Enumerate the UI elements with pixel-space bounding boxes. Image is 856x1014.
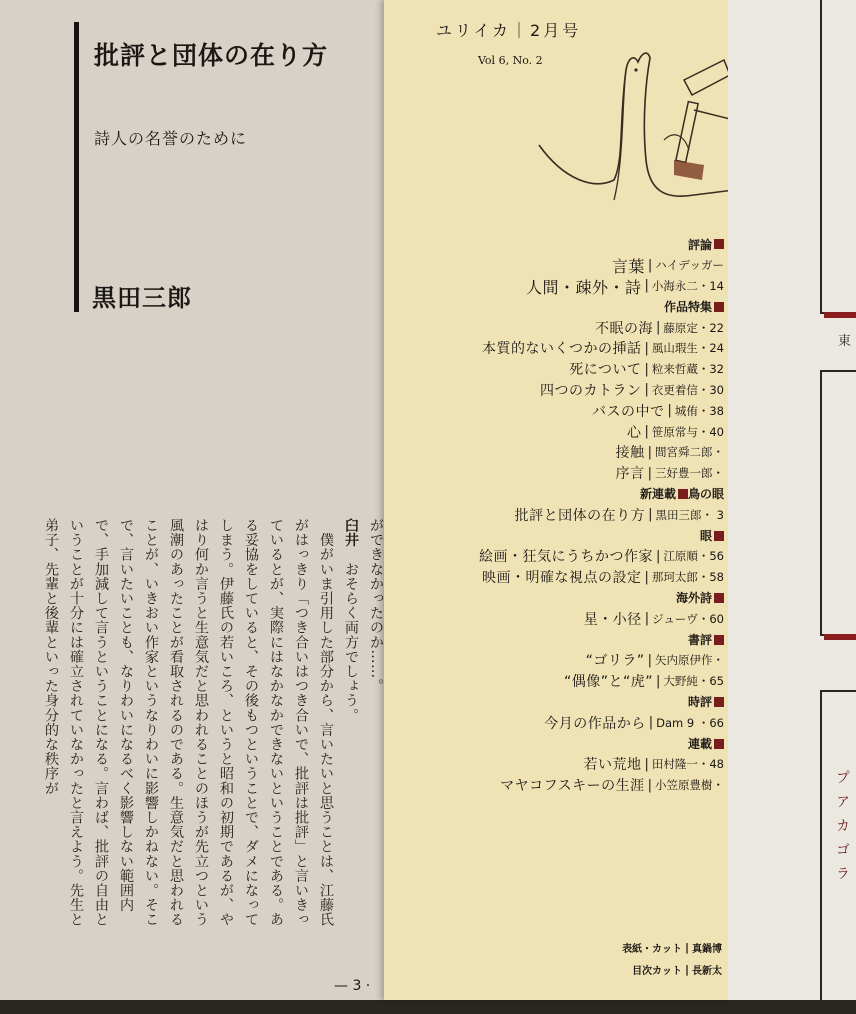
toc-entry <box>394 463 724 484</box>
credit-separator: | <box>684 940 689 954</box>
toc-separator: | <box>655 673 661 689</box>
toc-entry-author: 矢内原伊作・ <box>655 653 724 668</box>
toc-category <box>394 296 724 317</box>
category-marker-icon <box>714 635 724 645</box>
toc-entry-title: 言葉 <box>611 256 645 276</box>
table-of-contents <box>394 234 724 796</box>
toc-entry-title: 不眠の海 <box>594 320 653 337</box>
toc-category <box>394 733 724 754</box>
toc-entry <box>394 276 724 297</box>
toc-entry <box>394 442 724 463</box>
toc-entry-title: 序言 <box>615 466 645 483</box>
toc-entry <box>394 650 724 671</box>
toc-entry-title: 本質的ないくつかの挿話 <box>481 341 642 358</box>
credit-label: 目次カット <box>632 965 682 977</box>
toc-entry <box>394 338 724 359</box>
toc-category <box>394 588 724 609</box>
credit-label: 表紙・カット <box>622 943 682 955</box>
toc-category-label: 書評 <box>687 633 712 648</box>
frame-box <box>820 370 856 636</box>
toc-entry-author: 小笠原豊樹・ <box>655 778 724 793</box>
toc-entry-title: 人間・疎外・詩 <box>525 277 642 297</box>
toc-entry <box>394 712 724 733</box>
toc-entry-title: 心 <box>626 424 642 441</box>
category-marker-icon <box>714 239 724 249</box>
toc-entry <box>394 380 724 401</box>
body-paragraph <box>338 518 363 938</box>
toc-entry-title: 絵画・狂気にうちかつ作家 <box>478 549 653 566</box>
toc-entry-title: 今月の作品から <box>544 715 646 732</box>
credits <box>422 936 722 980</box>
toc-separator: | <box>647 777 652 793</box>
toc-entry-author: 間宮舜二郎・ <box>655 445 724 460</box>
toc-category-label: 海外詩 <box>675 591 712 606</box>
toc-entry-author: 藤原定・22 <box>663 320 724 335</box>
toc-separator: | <box>644 756 649 772</box>
toc-entry <box>394 400 724 421</box>
adjacent-page <box>728 0 856 1000</box>
toc-entry-author: 那珂太郎・58 <box>651 570 724 585</box>
toc-entry <box>394 671 724 692</box>
magazine-title: ユリイカ｜2月号 <box>436 21 582 40</box>
paragraph-text: 僕がいま引用した部分から、言いたいと思うことは、江藤氏がはっきり「つき合いはつき合いで、批評は批評」と言いきっているとが、実際にはなかなかできないということである。ある妥協をしていると、その後もつということで、ダメになってしまう。伊藤氏の若いころ、というと昭和の初期であるが、やはり何か言うと生意気だと思われることのほうが先立つという風潮のあったことが看取されるのである。生意気だと思われることが、いきおい作家というなりわいに影響しかねない。そこで、言いたいことも、なりわいになるべく影響しない範囲内で、手加減して言うということになる。言わば、批評の自由ということが十分には確立されていなかったと言えよう。先生と弟子、先輩と後輩といった身分的な秩序が <box>43 518 334 927</box>
toc-entry-author: 衣更着信・30 <box>651 382 724 397</box>
toc-separator: | <box>644 611 650 627</box>
red-rule <box>824 634 856 640</box>
toc-entry <box>394 359 724 380</box>
toc-entry-title: “ゴリラ” <box>585 653 645 670</box>
toc-entry <box>394 317 724 338</box>
toc-separator: | <box>667 403 672 419</box>
category-marker-icon <box>714 739 724 749</box>
magazine-ad-page <box>384 0 728 1000</box>
toc-separator: | <box>644 569 649 585</box>
toc-entry-author: 大野純・65 <box>663 674 724 689</box>
toc-separator: | <box>644 340 649 356</box>
toc-entry-author: 田村隆一・48 <box>651 757 724 772</box>
toc-separator: | <box>647 444 652 460</box>
toc-entry <box>394 421 724 442</box>
credit-separator: | <box>684 962 689 976</box>
article-subtitle: 詩人の名誉のために <box>94 129 248 148</box>
category-marker-icon <box>714 531 724 541</box>
toc-entry-title: 死について <box>569 362 642 379</box>
paragraph-text: ができなかったのか……。 <box>368 518 384 694</box>
frame-box <box>820 0 856 314</box>
adjacent-text: 東 <box>838 334 852 349</box>
credit-name: 長新太 <box>692 965 722 977</box>
toc-entry <box>394 608 724 629</box>
left-page <box>0 0 392 1000</box>
toc-entry-title: 四つのカトラン <box>539 382 642 399</box>
toc-separator: | <box>644 278 649 294</box>
toc-entry-author: 風山瑕生・24 <box>651 341 724 356</box>
toc-category-label: 評論 <box>687 237 712 252</box>
toc-separator: | <box>644 424 649 440</box>
toc-entry <box>394 546 724 567</box>
toc-entry <box>394 255 724 276</box>
author-name: 黒田三郎 <box>92 284 192 312</box>
body-paragraph <box>38 518 338 938</box>
toc-category <box>394 234 724 255</box>
toc-entry-author: 小海永二・14 <box>651 278 724 293</box>
article-title: 批評と団体の在り方 <box>94 41 329 70</box>
toc-entry-title: バスの中で <box>591 403 665 420</box>
category-marker-icon <box>678 489 688 499</box>
toc-entry-author: ジューヴ・60 <box>652 611 724 626</box>
adjacent-vertical-text: プアカゴラ <box>834 770 850 890</box>
toc-entry-title: “偶像”と“虎” <box>563 674 653 691</box>
article-body <box>43 518 388 938</box>
page-number: — 3 · <box>334 978 371 994</box>
category-marker-icon <box>714 697 724 707</box>
toc-entry-author: 笹原常与・40 <box>651 424 724 439</box>
toc-entry-author: 粒来哲蔵・32 <box>651 362 724 377</box>
toc-entry-author: Dam 9 ・66 <box>656 715 724 730</box>
toc-separator: | <box>655 548 661 564</box>
toc-separator: | <box>644 361 649 377</box>
red-rule <box>824 312 856 318</box>
toc-separator: | <box>655 320 661 336</box>
toc-entry <box>394 754 724 775</box>
toc-category-label: 眼 <box>699 529 712 544</box>
credit-name: 真鍋博 <box>692 943 722 955</box>
toc-entry-title: 映画・明確な視点の設定 <box>481 570 642 587</box>
toc-separator: | <box>647 652 652 668</box>
toc-entry-author: 江原順・56 <box>663 549 724 564</box>
category-marker-icon <box>714 593 724 603</box>
toc-entry-author: 城侑・38 <box>674 403 724 418</box>
toc-entry-title: マヤコフスキーの生涯 <box>500 778 645 795</box>
toc-entry-author: ハイデッガー <box>655 258 724 273</box>
toc-entry <box>394 504 724 525</box>
toc-entry <box>394 775 724 796</box>
toc-category-label: 新連載 <box>639 487 676 502</box>
toc-category-suffix: 鳥の眼 <box>687 487 724 502</box>
toc-entry-title: 星・小径 <box>583 611 642 628</box>
toc-category-label: 作品特集 <box>663 300 712 315</box>
toc-separator: | <box>647 465 652 481</box>
paragraph-text: おそらく両方でしょう。 <box>343 561 359 723</box>
toc-category-label: 時評 <box>687 695 712 710</box>
credit-row <box>422 936 722 958</box>
toc-entry-title: 接触 <box>615 445 645 462</box>
line-drawing-illustration <box>524 40 728 210</box>
toc-entry <box>394 567 724 588</box>
toc-separator: | <box>648 507 653 523</box>
toc-entry-title: 批評と団体の在り方 <box>514 507 646 524</box>
toc-entry-title: 若い荒地 <box>583 757 642 774</box>
toc-category <box>394 692 724 713</box>
magazine-volume: Vol 6, No. 2 <box>478 54 543 67</box>
toc-entry-author: 三好豊一郎・ <box>655 466 724 481</box>
toc-category-label: 連載 <box>687 737 712 752</box>
toc-category <box>394 629 724 650</box>
toc-entry-author: 黒田三郎・ 3 <box>655 507 724 522</box>
toc-separator: | <box>644 382 649 398</box>
toc-category <box>394 484 724 505</box>
credit-row <box>422 958 722 980</box>
title-rule <box>74 22 79 312</box>
toc-separator: | <box>647 257 653 273</box>
toc-separator: | <box>648 715 654 731</box>
speaker-label: 臼井 <box>343 518 359 548</box>
category-marker-icon <box>714 302 724 312</box>
toc-category <box>394 525 724 546</box>
